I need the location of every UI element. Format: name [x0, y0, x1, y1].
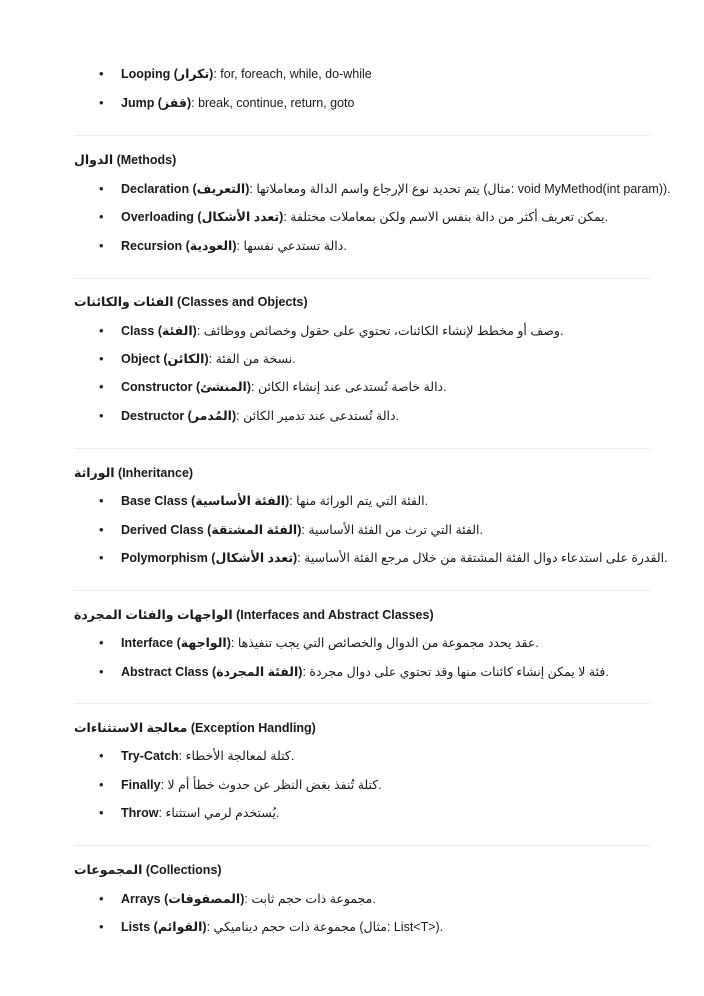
- item-description: : مجموعة ذات حجم ديناميكي (مثال: List<T>).: [206, 920, 444, 934]
- bullet-icon: •: [99, 408, 104, 423]
- section-heading: المجموعات (Collections): [74, 863, 222, 877]
- list-item: [0, 207, 704, 227]
- item-term: Try-Catch: [121, 749, 179, 763]
- section-divider: [74, 703, 650, 704]
- item-term: Declaration (التعريف): [121, 182, 250, 196]
- item-description: : يمكن تعريف أكثر من دالة بنفس الاسم ولكن بمعاملات مختلفة.: [283, 210, 609, 224]
- bullet-icon: •: [99, 323, 104, 338]
- item-description: : القدرة على استدعاء دوال الفئة المشتقة من خلال مرجع الفئة الأساسية.: [297, 551, 668, 565]
- list-item-text: [121, 889, 376, 909]
- list-item-text: [121, 236, 347, 256]
- list-item: [0, 917, 704, 937]
- item-term: Lists (القوائم): [121, 920, 207, 934]
- item-term: Class (الفئة): [121, 324, 197, 338]
- item-term: Overloading (تعدد الأشكال): [121, 210, 284, 224]
- bullet-icon: •: [99, 664, 104, 679]
- list-item-text: [121, 491, 428, 511]
- bullet-icon: •: [99, 550, 104, 565]
- list-item-text: [121, 179, 671, 199]
- section-heading: الواجهات والفئات المجردة (Interfaces and Abstract Classes): [74, 608, 434, 622]
- section-divider: [74, 135, 650, 136]
- bullet-icon: •: [99, 181, 104, 196]
- item-description: : كتلة لمعالجة الأخطاء.: [178, 749, 295, 763]
- item-description: : يُستخدم لرمي استثناء.: [158, 806, 280, 820]
- bullet-icon: •: [99, 522, 104, 537]
- list-item: [0, 93, 704, 113]
- section-divider: [74, 845, 650, 846]
- item-description: : وصف أو مخطط لإنشاء الكائنات، تحتوي على حقول وخصائص ووظائف.: [196, 324, 564, 338]
- bullet-icon: •: [99, 379, 104, 394]
- section-divider: [74, 448, 650, 449]
- section-heading: الفئات والكائنات (Classes and Objects): [74, 295, 308, 309]
- item-description: : فئة لا يمكن إنشاء كائنات منها وقد تحتوي على دوال مجردة.: [302, 665, 609, 679]
- list-item: [0, 889, 704, 909]
- item-term: Derived Class (الفئة المشتقة): [121, 523, 302, 537]
- item-description: : دالة تُستدعى عند تدمير الكائن.: [236, 409, 400, 423]
- list-item-text: [121, 520, 483, 540]
- list-item-text: [121, 93, 354, 113]
- bullet-icon: •: [99, 493, 104, 508]
- list-item-text: [121, 349, 296, 369]
- item-term: Polymorphism (تعدد الأشكال): [121, 551, 298, 565]
- list-item-text: [121, 633, 539, 653]
- list-item: [0, 406, 704, 426]
- bullet-icon: •: [99, 891, 104, 906]
- item-term: Destructor (المُدمر): [121, 409, 237, 423]
- item-term: Arrays (المصفوفات): [121, 892, 245, 906]
- list-item: [0, 321, 704, 341]
- item-description: : الفئة التي ترث من الفئة الأساسية.: [301, 523, 484, 537]
- item-description: : break, continue, return, goto: [191, 96, 355, 110]
- section-heading: الوراثة (Inheritance): [74, 466, 194, 480]
- list-item-text: [121, 377, 447, 397]
- bullet-icon: •: [99, 238, 104, 253]
- list-item-text: [121, 207, 608, 227]
- list-item-text: [121, 662, 609, 682]
- list-item-text: [121, 548, 668, 568]
- item-term: Base Class (الفئة الأساسية): [121, 494, 290, 508]
- item-description: : نسخة من الفئة.: [208, 352, 296, 366]
- list-item: [0, 633, 704, 653]
- bullet-icon: •: [99, 805, 104, 820]
- bullet-icon: •: [99, 748, 104, 763]
- list-item-text: [121, 406, 399, 426]
- list-item: [0, 775, 704, 795]
- item-description: : الفئة التي يتم الوراثة منها.: [289, 494, 429, 508]
- list-item: [0, 349, 704, 369]
- item-term: Recursion (العودية): [121, 239, 237, 253]
- section-heading: معالجة الاستثناءات (Exception Handling): [74, 721, 316, 735]
- list-item: [0, 548, 704, 568]
- bullet-icon: •: [99, 95, 104, 110]
- item-description: : يتم تحديد نوع الإرجاع واسم الدالة ومعاملاتها (مثال: void MyMethod(int param)).: [249, 182, 671, 196]
- item-term: Throw: [121, 806, 159, 820]
- item-description: : كتلة تُنفذ بغض النظر عن حدوث خطأ أم لا.: [160, 778, 382, 792]
- list-item: [0, 746, 704, 766]
- item-description: : دالة تستدعي نفسها.: [236, 239, 347, 253]
- list-item: [0, 377, 704, 397]
- item-term: Object (الكائن): [121, 352, 209, 366]
- bullet-icon: •: [99, 919, 104, 934]
- section-heading: الدوال (Methods): [74, 153, 177, 167]
- list-item-text: [121, 917, 443, 937]
- list-item-text: [121, 321, 563, 341]
- list-item-text: [121, 775, 382, 795]
- item-description: : مجموعة ذات حجم ثابت.: [244, 892, 376, 906]
- list-item: [0, 662, 704, 682]
- list-item-text: [121, 803, 279, 823]
- item-term: Looping (تكرار): [121, 67, 214, 81]
- item-term: Abstract Class (الفئة المجردة): [121, 665, 303, 679]
- list-item: [0, 491, 704, 511]
- list-item-text: [121, 746, 294, 766]
- item-description: : دالة خاصة تُستدعى عند إنشاء الكائن.: [250, 380, 447, 394]
- list-item-text: [121, 64, 372, 84]
- section-divider: [74, 590, 650, 591]
- list-item: [0, 520, 704, 540]
- list-item: [0, 64, 704, 84]
- item-term: Jump (قفز): [121, 96, 192, 110]
- list-item: [0, 179, 704, 199]
- item-term: Finally: [121, 778, 161, 792]
- bullet-icon: •: [99, 777, 104, 792]
- list-item: [0, 236, 704, 256]
- list-item: [0, 803, 704, 823]
- item-description: : for, foreach, while, do-while: [213, 67, 372, 81]
- section-divider: [74, 278, 650, 279]
- bullet-icon: •: [99, 635, 104, 650]
- bullet-icon: •: [99, 209, 104, 224]
- bullet-icon: •: [99, 351, 104, 366]
- bullet-icon: •: [99, 66, 104, 81]
- item-description: : عقد يحدد مجموعة من الدوال والخصائص التي يجب تنفيذها.: [230, 636, 539, 650]
- item-term: Interface (الواجهة): [121, 636, 231, 650]
- item-term: Constructor (المنشئ): [121, 380, 251, 394]
